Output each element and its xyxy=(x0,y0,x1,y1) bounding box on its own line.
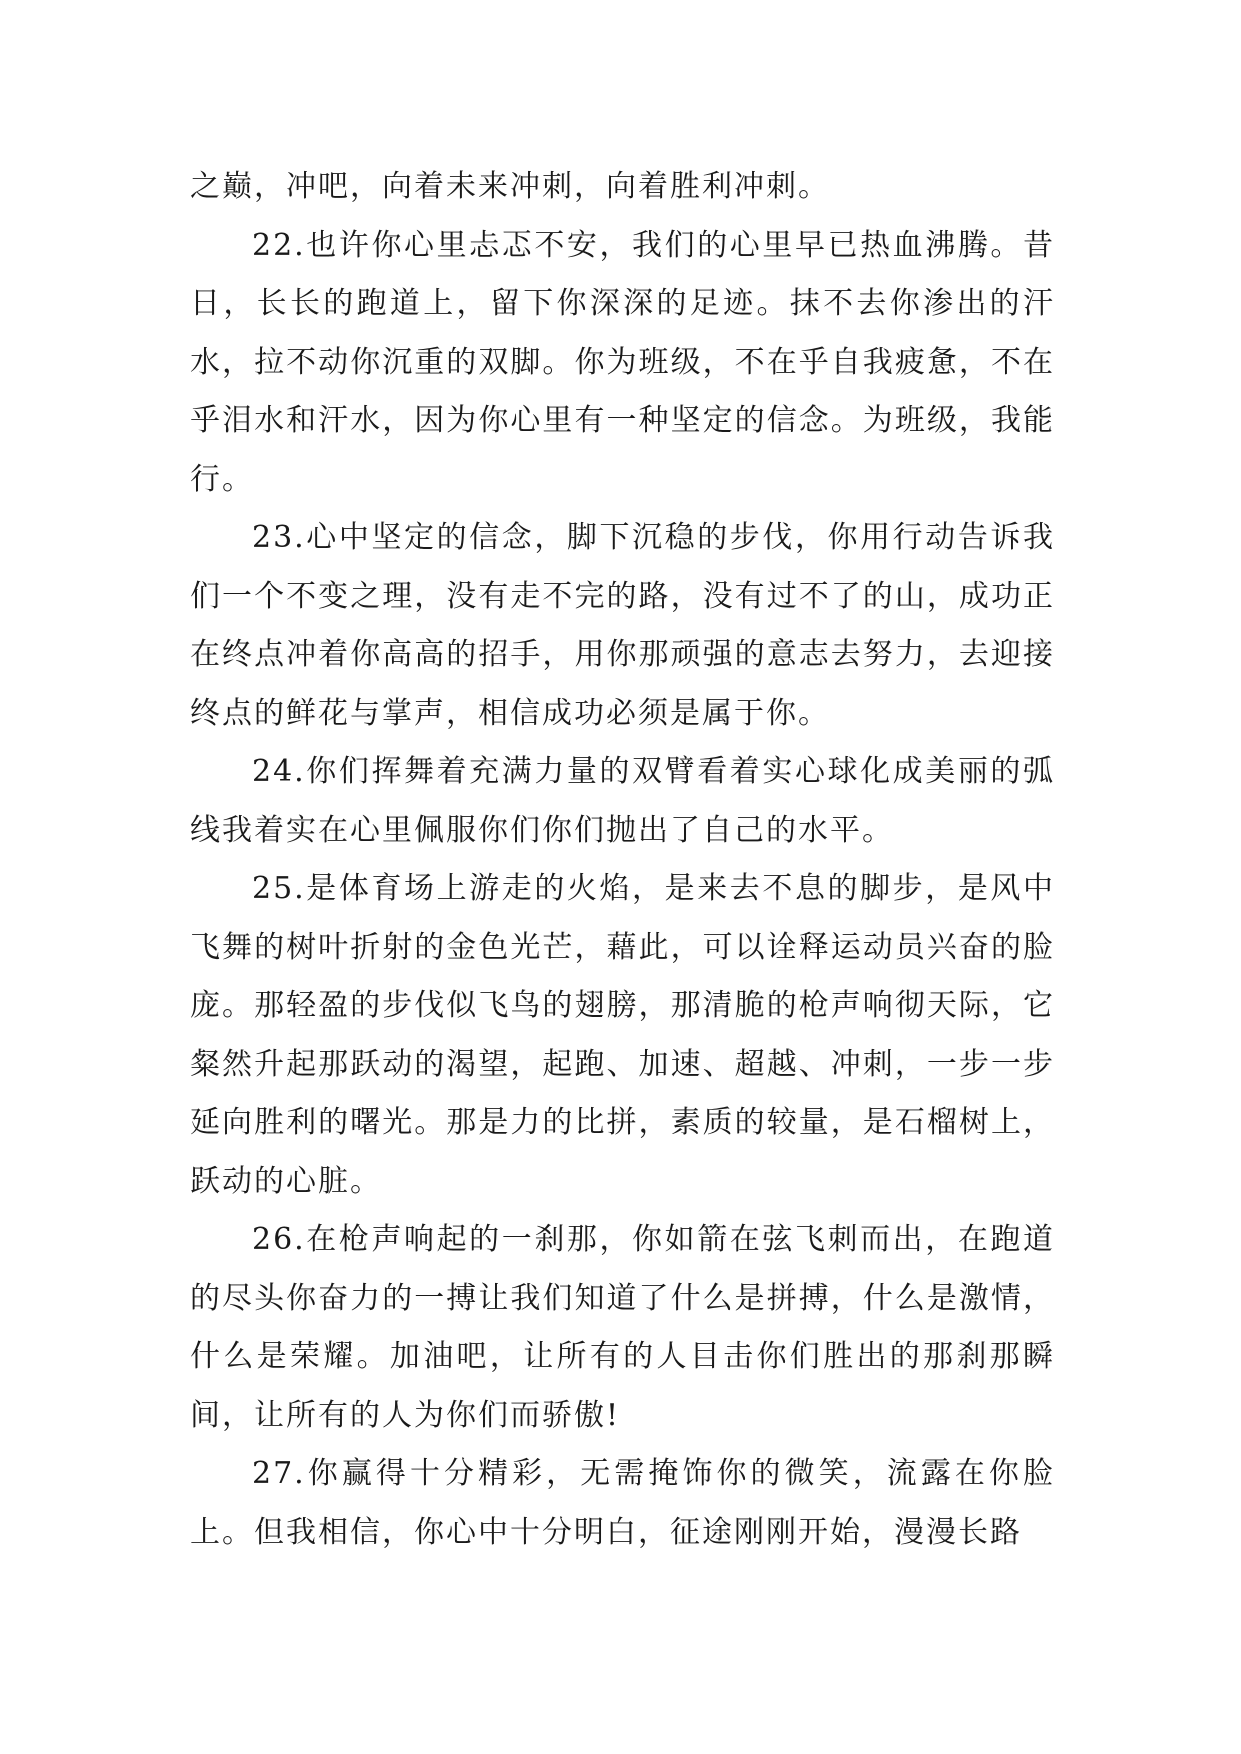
paragraph-26: 26.在枪声响起的一刹那，你如箭在弦飞刺而出，在跑道的尽头你奋力的一搏让我们知道了什么是拼搏，什么是激情，什么是荣耀。加油吧，让所有的人目击你们胜出的那刹那瞬间，让所有的人为你们而骄傲! xyxy=(190,1222,1055,1433)
paragraph-23: 23.心中坚定的信念，脚下沉稳的步伐，你用行动告诉我们一个不变之理，没有走不完的路，没有过不了的山，成功正在终点冲着你高高的招手，用你那顽强的意志去努力，去迎接终点的鲜花与掌声，相信成功必须是属于你。 xyxy=(190,520,1055,731)
paragraph-25: 25.是体育场上游走的火焰，是来去不息的脚步，是风中飞舞的树叶折射的金色光芒，藉此，可以诠释运动员兴奋的脸庞。那轻盈的步伐似飞鸟的翅膀，那清脆的枪声响彻天际，它粲然升起那跃动的渴望，起跑、加速、超越、冲刺，一步一步延向胜利的曙光。那是力的比拼，素质的较量，是石榴树上，跃动的心脏。 xyxy=(190,871,1055,1199)
paragraph-24: 24.你们挥舞着充满力量的双臂看着实心球化成美丽的弧线我着实在心里佩服你们你们抛出了自己的水平。 xyxy=(190,754,1055,848)
paragraph-27: 27.你赢得十分精彩，无需掩饰你的微笑，流露在你脸上。但我相信，你心中十分明白，征途刚刚开始，漫漫长路 xyxy=(190,1456,1055,1550)
paragraph-22: 22.也许你心里忐忑不安，我们的心里早已热血沸腾。昔日，长长的跑道上，留下你深深的足迹。抹不去你渗出的汗水，拉不动你沉重的双脚。你为班级，不在乎自我疲惫，不在乎泪水和汗水，因为你心里有一种坚定的信念。为班级，我能行。 xyxy=(190,227,1055,497)
paragraph-21-continuation: 之巅，冲吧，向着未来冲刺，向着胜利冲刺。 xyxy=(190,169,830,204)
document-body xyxy=(190,158,1055,1562)
